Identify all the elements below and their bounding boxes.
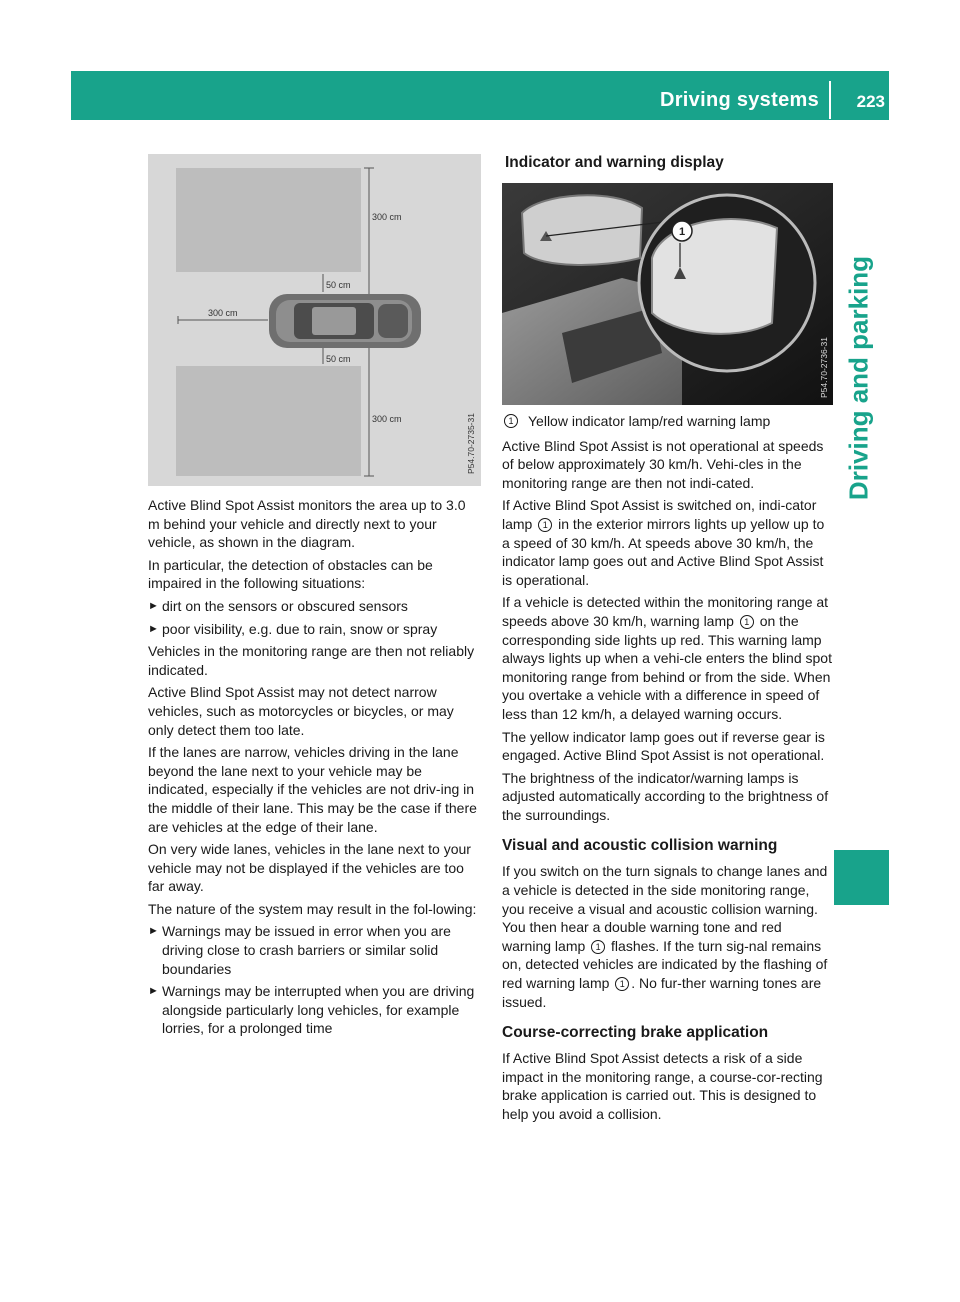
subheading-brake-application: Course-correcting brake application: [502, 1024, 769, 1042]
bullet-item: ► Warnings may be issued in error when you are driving close to crash barriers or similar solid boundaries: [148, 922, 479, 978]
callout-marker: 1: [591, 940, 605, 954]
label-dist-gap-top: 50 cm: [326, 280, 351, 290]
vehicle-top-view: [269, 294, 421, 348]
callout-marker: 1: [538, 518, 552, 532]
left-column: [148, 496, 479, 1042]
label-dist-rear-bottom: 300 cm: [372, 414, 402, 424]
callout-marker: 1: [504, 414, 518, 428]
bullet-item: ► poor visibility, e.g. due to rain, snow or spray: [148, 620, 438, 637]
mirror-callout-number: 1: [678, 226, 686, 238]
monitoring-range-diagram: [148, 154, 481, 486]
label-dist-behind: 300 cm: [208, 308, 238, 318]
bullet-item: ► dirt on the sensors or obscured sensors: [148, 597, 408, 614]
indicator-lamp-paragraph: If Active Blind Spot Assist is switched on, indi-cator lamp 1 in the exterior mirrors lights up yellow up to a speed of 30 km/h. At speeds above 30 km/h, the indicator lamp goes out and Active Blind Spot Assist is operational.: [502, 497, 825, 588]
brake-application-paragraph: If Active Blind Spot Assist detects a risk of a side impact in the monitoring range, a course-cor-recting brake application is carried out. This is designed to help you avoid a collision.: [502, 1050, 823, 1122]
legend-text: Yellow indicator lamp/red warning lamp: [528, 413, 771, 429]
brightness-paragraph: The brightness of the indicator/warning lamps is adjusted automatically according to the brightness of the surroundings.: [502, 769, 829, 823]
nature-paragraph: The nature of the system may result in the fol-lowing:: [148, 900, 477, 917]
bullet-text: poor visibility, e.g. due to rain, snow or spray: [162, 620, 438, 637]
callout-marker: 1: [740, 615, 754, 629]
callout-marker: 1: [615, 977, 629, 991]
page-header-bar: [71, 71, 889, 120]
header-divider: [829, 81, 831, 119]
label-dist-gap-bottom: 50 cm: [326, 354, 351, 364]
wide-lanes-paragraph: On very wide lanes, vehicles in the lane next to your vehicle may not be displayed if the vehicles are too far away.: [148, 841, 471, 895]
label-dist-rear-top: 300 cm: [372, 212, 402, 222]
bullet-text: Warnings may be interrupted when you are driving alongside particularly long vehicles, for example lorries, for a prolonged time: [162, 983, 475, 1037]
bullet-item: ► Warnings may be interrupted when you are driving alongside particularly long vehicles, for example lorries, for a prolonged time: [148, 982, 479, 1038]
collision-warning-paragraph: If you switch on the turn signals to change lanes and a vehicle is detected in the side monitoring range, you receive a visual and acoustic collision warning. You then hear a double warning tone and red warning lamp 1 flashes. If the turn sig-nal remains on, detected vehicles are indicated by the flashing of red warning lamp 1 . No fur-ther warning tones are issued.: [502, 863, 828, 1010]
bullet-text: Warnings may be issued in error when you are driving close to crash barriers or similar solid boundaries: [162, 923, 451, 977]
exterior-mirror-figure: [502, 183, 833, 405]
right-column: [502, 412, 833, 1128]
operational-speed-paragraph: Active Blind Spot Assist is not operational at speeds of below approximately 30 km/h. Vehi-cles in the monitoring range are then not indi-cated.: [502, 437, 824, 491]
narrow-paragraph: Active Blind Spot Assist may not detect narrow vehicles, such as motorcycles or bicycles, or may only detect them too late.: [148, 684, 454, 738]
section-title: Driving systems: [659, 89, 819, 111]
side-chapter-marker: [834, 850, 889, 905]
warning-lamp-paragraph: If a vehicle is detected within the monitoring range at speeds above 30 km/h, warning lamp 1 on the corresponding side lights up red. This warning lamp always lights up when a vehi-cle enters the blind spot monitoring range from behind or from the side. When you overtake a vehicle with a difference in speed of less than 12 km/h, a delayed warning occurs.: [502, 594, 832, 722]
figure-code: P54.70-2735-31: [466, 413, 476, 474]
vehicles-paragraph: Vehicles in the monitoring range are then not reliably indicated.: [148, 643, 475, 678]
particular-paragraph: In particular, the detection of obstacles can be impaired in the following situations:: [148, 556, 433, 592]
mirror-figure-code: P54.70-2736-31: [819, 337, 829, 398]
figure-legend: [502, 412, 833, 431]
reverse-gear-paragraph: The yellow indicator lamp goes out if reverse gear is engaged. Active Blind Spot Assist is not operational.: [502, 728, 825, 764]
subheading-collision-warning: Visual and acoustic collision warning: [502, 837, 778, 855]
lanes-paragraph: If the lanes are narrow, vehicles driving in the lane beyond the lane next to your vehicle may be indicated, especially if the vehicles are not driv-ing in the middle of their lane. This may be the case if there are vehicles at the edge of their lane.: [148, 744, 477, 835]
bullet-text: dirt on the sensors or obscured sensors: [162, 597, 408, 614]
side-tab-label: Driving and parking: [843, 255, 874, 501]
page-number: 223: [856, 92, 885, 111]
intro-paragraph: Active Blind Spot Assist monitors the area up to 3.0 m behind your vehicle and directly next to your vehicle, as shown in the diagram.: [148, 497, 466, 551]
heading-indicator-display: Indicator and warning display: [505, 154, 724, 171]
